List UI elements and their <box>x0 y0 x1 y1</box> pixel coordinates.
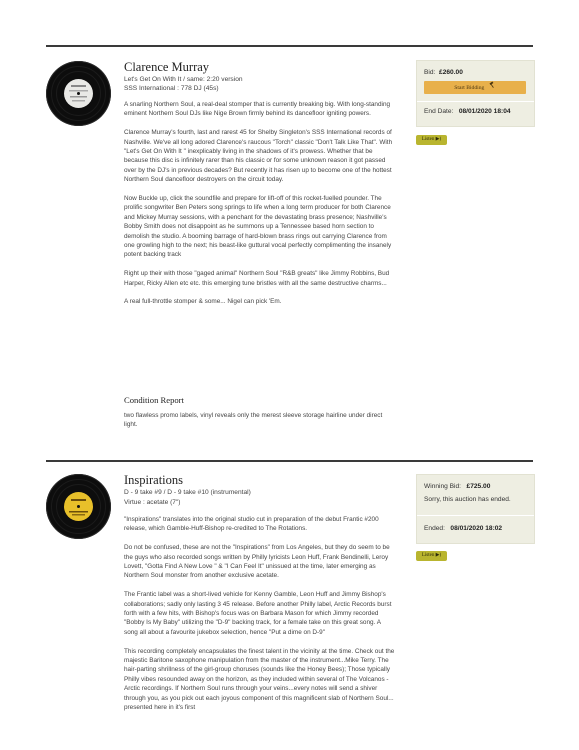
separator-rule <box>46 45 533 47</box>
listing-subtitle: Let's Get On With It / same: 2:20 version <box>124 76 243 83</box>
auction-status: Sorry, this auction has ended. <box>424 496 511 503</box>
record-thumbnail[interactable] <box>46 474 111 539</box>
description-paragraph: Do not be confused, these are not the "Inspirations" from Los Angeles, but they do seem to be the guys who also recorded songs written by Philly lyricists Leon Huff, Frank Bendinelli, Leroy Lovett, "Gotta Find A New Love " & "I Can Feel It" unissued at the time, later emerging as Northern Soul monster from another exclusive acetate. <box>124 544 390 580</box>
listing-title[interactable]: Inspirations <box>124 473 184 487</box>
record-thumbnail[interactable] <box>46 61 111 126</box>
condition-report-title: Condition Report <box>124 395 184 405</box>
separator-rule <box>46 460 533 462</box>
description-paragraph: A snarling Northern Soul, a real-deal stomper that is currently breaking big. With long-standing eminent Northern Soul DJs like Nige Brown firmly behind its dancefloor igniting powers. <box>124 101 391 118</box>
end-date <box>424 108 511 115</box>
bid-value: £725.00 <box>466 483 491 490</box>
bid-panel <box>416 60 535 127</box>
listen-button[interactable]: Listen ▶) <box>416 135 447 145</box>
description-paragraph: Clarence Murray's fourth, last and rarest 45 for Shelby Singleton's SSS International records of Nashville. We've all long adored Clarence's raucous "Torch" classic "Don't Talk Like That". With "Let's Get On With It " inexplicably living in the shadows of it's prowess. Whether that be because this disc is infinitely rarer than his classic or for some unknown reason it got passed over by the DJ's in previous decades? But recently it has risen up to become one of the hottest Northern Soul dancefloor destroyers on the circuit today. <box>124 129 393 184</box>
winning-bid <box>424 483 490 490</box>
description-paragraph: "Inspirations" translates into the original studio cut in preparation of the debut Frantic #200 release, which Gamble-Huff-Bishop re-credited to The Rotations. <box>124 516 379 533</box>
speaker-icon: ▶) <box>435 553 442 558</box>
description-paragraph: Now Buckle up, click the soundfile and prepare for lift-off of this rocket-fuelled pounder. The prolific songwriter Ben Peters song springs to life when a long term producer for both Clarence and Mickey Murray sessions, with a penchant for the devastating brass presence; Nashville's Bobby Smith does not disappoint as he summons up a Tennessee based horn section to demolish the studio. A booming barrage of hard-blown brass rings out carrying Clarence from one growling high to the next; his beast-like guttural vocal perfectly complimenting the insanely potent backing track <box>124 195 392 259</box>
listing-label-info: SSS International : 778 DJ (45s) <box>124 85 219 92</box>
listing-description <box>124 515 396 722</box>
listing-label-info: Virtue : acetate (7") <box>124 499 181 506</box>
current-bid <box>424 69 463 76</box>
description-paragraph: This recording completely encapsulates the finest talent in the vicinity at the time. Check out the majestic Baritone saxophone manipulation from the master of the instrument...Mike Terry. The hair-parting shrillness of the girl-group choruses (sounds like the Honey Bees); Those typically Philly vibes resounded away on the horizon, as they included within several of The Volcanos - Arctic recordings. If Northern Soul runs through your veins...every notes will send a shiver through you, as you pick out each joyous component of this magnificent slab of Northern Soul... presented here in it's first <box>124 647 395 712</box>
description-paragraph: A real full-throttle stomper & some... Nigel can pick 'Em. <box>124 298 282 306</box>
bid-value: £260.00 <box>439 69 463 76</box>
speaker-icon: ▶) <box>435 137 442 142</box>
listing-description <box>124 100 396 316</box>
listen-button[interactable]: Listen ▶) <box>416 551 447 561</box>
end-date-label: Ended: <box>424 525 445 532</box>
bid-label: Bid: <box>424 69 436 76</box>
bid-label: Winning Bid: <box>424 483 462 490</box>
listing-subtitle: D - 9 take #9 / D - 9 take #10 (instrumental) <box>124 489 251 496</box>
end-date <box>424 525 502 532</box>
start-bidding-button[interactable]: Start Bidding <box>424 81 526 94</box>
end-date-value: 08/01/2020 18:04 <box>458 108 511 115</box>
description-paragraph: Right up their with those "gaged animal" Northern Soul "R&B greats" like Jimmy Robbins, Bud Harper, Ricky Allen etc etc. this emerging tune bristles with all the same destructive charms... <box>124 270 390 287</box>
end-date-label: End Date: <box>424 108 454 115</box>
listing-title[interactable]: Clarence Murray <box>124 60 210 74</box>
gavel-icon <box>489 81 496 94</box>
end-date-value: 08/01/2020 18:02 <box>450 525 503 532</box>
condition-report-text: two flawless promo labels, vinyl reveals only the merest sleeve storage hairline under direct light. <box>124 412 383 429</box>
description-paragraph: The Frantic label was a short-lived vehicle for Kenny Gamble, Leon Huff and Jimmy Bishop's collaborations; sadly only lasting 3 45 release. Before another Philly label, Arctic Records burst forth with a few hits, with Bishop's focus was on Barbara Mason for which Jimmy recorded "Bobby Is My Baby" utilizing the "D-9" backing track, for a female take on this great song. A song all about a favourite jukebox selection, hence "Put a dime on D-9" <box>124 591 392 636</box>
bid-panel <box>416 474 535 544</box>
